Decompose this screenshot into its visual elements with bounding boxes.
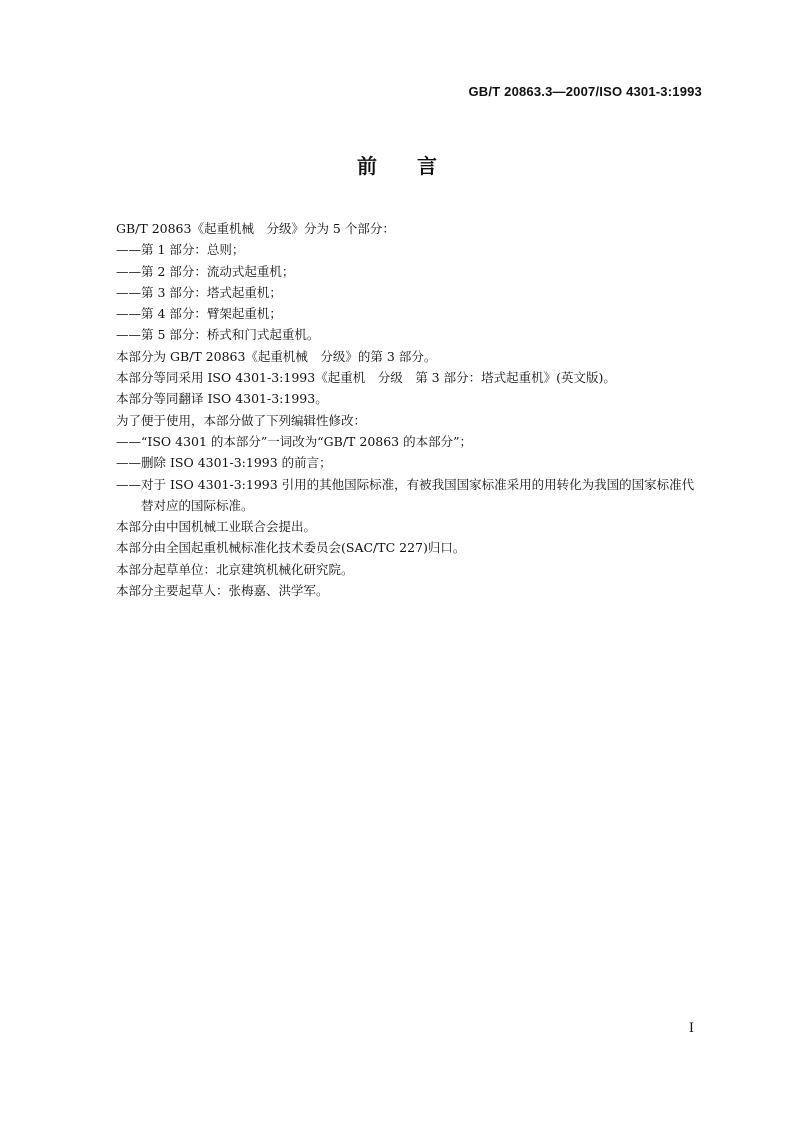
paragraph: 为了便于使用，本部分做了下列编辑性修改： bbox=[116, 412, 367, 428]
paragraph: GB/T 20863《起重机械 分级》分为 5 个部分： bbox=[116, 221, 395, 236]
dash-marker: —— bbox=[116, 327, 141, 343]
dash-marker: —— bbox=[116, 455, 141, 471]
paragraph: 本部分起草单位：北京建筑机械化研究院。 bbox=[116, 561, 354, 577]
dash-marker: —— bbox=[116, 284, 141, 300]
list-item bbox=[116, 324, 706, 345]
standard-code-header: GB/T 20863.3—2007/ISO 4301-3:1993 bbox=[468, 84, 702, 99]
paragraph: 本部分主要起草人：张梅嘉、洪学军。 bbox=[116, 583, 329, 599]
list-item-text: 第 2 部分：流动式起重机； bbox=[141, 263, 295, 279]
dash-marker: —— bbox=[116, 433, 141, 449]
list-item-text: 第 3 部分：塔式起重机； bbox=[141, 284, 282, 300]
list-item bbox=[116, 431, 706, 452]
list-item bbox=[116, 303, 706, 324]
page-title: 前言 bbox=[357, 154, 477, 178]
list-item bbox=[116, 239, 706, 260]
list-item-text: “ISO 4301 的本部分”一词改为“GB/T 20863 的本部分”； bbox=[141, 433, 473, 449]
list-item bbox=[116, 452, 706, 473]
foreword-body bbox=[116, 218, 706, 601]
list-item-text: 第 1 部分：总则； bbox=[141, 242, 245, 258]
list-item bbox=[116, 261, 706, 282]
dash-marker: —— bbox=[116, 476, 141, 492]
paragraph: 本部分由全国起重机械标准化技术委员会(SAC/TC 227)归口。 bbox=[116, 540, 466, 556]
list-item bbox=[116, 282, 706, 303]
list-item-text: 第 5 部分：桥式和门式起重机。 bbox=[141, 327, 320, 343]
paragraph: 本部分由中国机械工业联合会提出。 bbox=[116, 519, 317, 535]
dash-marker: —— bbox=[116, 242, 141, 258]
dash-marker: —— bbox=[116, 263, 141, 279]
paragraph: 本部分等同翻译 ISO 4301-3:1993。 bbox=[116, 391, 328, 407]
list-item bbox=[116, 474, 706, 517]
list-item-text: 对于 ISO 4301-3:1993 引用的其他国际标准，有被我国国家标准采用的用转化为我国的国家标准代替对应的国际标准。 bbox=[141, 476, 695, 513]
list-item-text: 删除 ISO 4301-3:1993 的前言； bbox=[141, 455, 332, 471]
paragraph: 本部分等同采用 ISO 4301-3:1993《起重机 分级 第 3 部分：塔式起重机》(英文版)。 bbox=[116, 370, 616, 386]
page-number: I bbox=[688, 1021, 694, 1036]
dash-marker: —— bbox=[116, 306, 141, 322]
paragraph: 本部分为 GB/T 20863《起重机械 分级》的第 3 部分。 bbox=[116, 348, 437, 364]
list-item-text: 第 4 部分：臂架起重机； bbox=[141, 306, 282, 322]
